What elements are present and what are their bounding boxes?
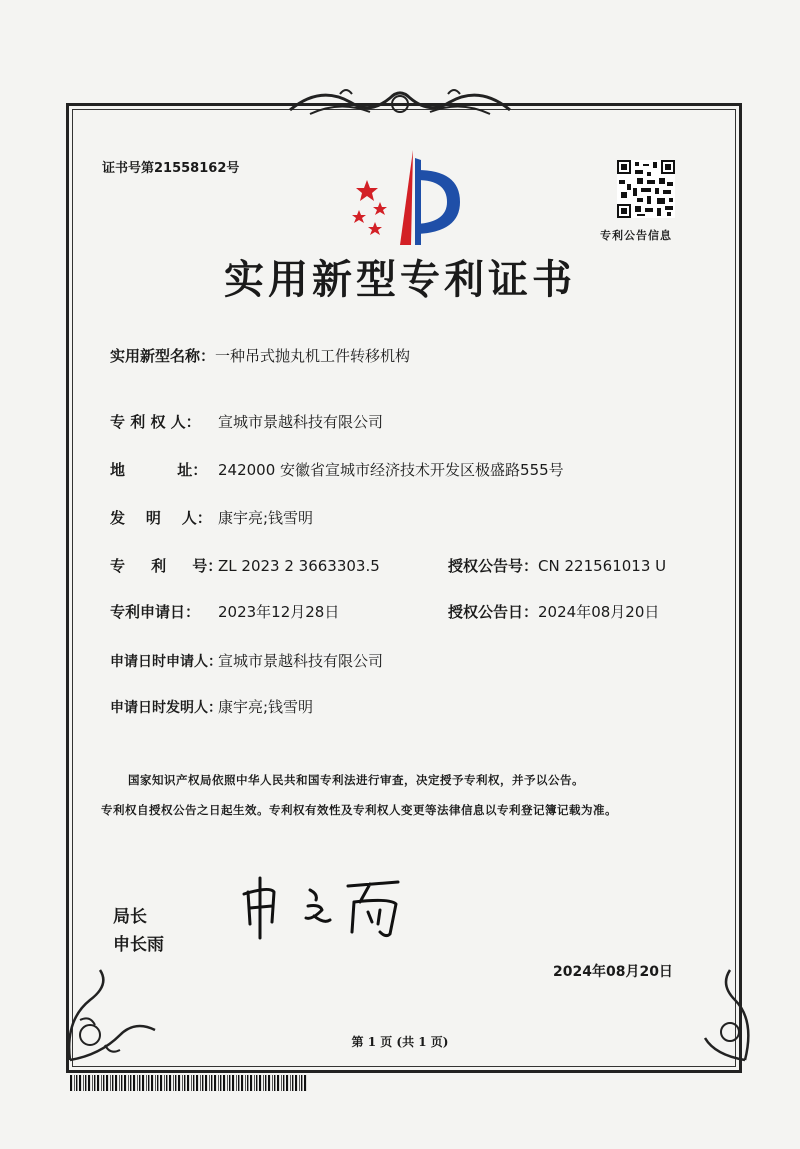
field-value: 242000 安徽省宣城市经济技术开发区极盛路555号 [218,461,564,479]
field-address [110,459,564,480]
field-announcement-date [448,601,659,622]
issue-date: 2024年08月20日 [553,964,673,980]
field-inventors [110,507,313,528]
field-label: 授权公告日： [448,603,539,621]
field-label: 申请日时发明人： [110,700,222,716]
top-ornament [280,80,520,126]
field-value: 康宇亮;钱雪明 [218,509,314,527]
field-label: 申请日时申请人： [110,654,222,670]
field-label: 发 明 人： [110,509,212,527]
field-label: 专 利 号： [110,557,223,575]
field-value: 2023年12月28日 [218,603,340,621]
signatory-name: 申长雨 [113,935,164,955]
page-indicator: 第 1 页 (共 1 页) [351,1035,449,1049]
field-label: 专利申请日： [110,603,201,621]
certificate-number: 证书号第21558162号 [102,161,240,176]
field-utility-name [110,345,410,366]
field-value: 一种吊式抛丸机工件转移机构 [215,347,411,365]
bottom-right-ornament [690,960,760,1070]
qr-code[interactable] [617,160,675,218]
field-application-date [110,601,339,622]
field-value: ZL 2023 2 3663303.5 [218,557,380,575]
field-value: CN 221561013 U [538,557,667,575]
notice-line-1: 国家知识产权局依照中华人民共和国专利法进行审查，决定授予专利权，并予以公告。 [128,773,584,787]
field-value: 康宇亮;钱雪明 [218,698,314,716]
notice-line-2: 专利权自授权公告之日起生效。专利权有效性及专利权人变更等法律信息以专利登记簿记载为准。 [101,803,617,817]
barcode [70,1075,310,1091]
field-label: 实用新型名称： [110,347,216,365]
field-value: 2024年08月20日 [538,603,660,621]
signatory-title: 局长 [113,907,147,927]
field-patentee [110,411,383,432]
field-label: 授权公告号： [448,557,539,575]
patent-office-emblem [345,150,465,246]
handwritten-signature [230,872,440,942]
certificate-title: 实用新型专利证书 [224,257,576,303]
field-value: 宣城市景越科技有限公司 [218,413,384,431]
field-value: 宣城市景越科技有限公司 [218,652,384,670]
field-label: 专 利 权 人： [110,413,201,431]
field-announcement-number [448,555,666,576]
field-inventor-at-filing [110,696,313,717]
field-applicant-at-filing [110,650,383,671]
qr-label: 专利公告信息 [600,229,672,242]
bottom-left-ornament [60,960,170,1070]
field-label: 地 址： [110,461,208,479]
field-patent-number [110,555,380,576]
